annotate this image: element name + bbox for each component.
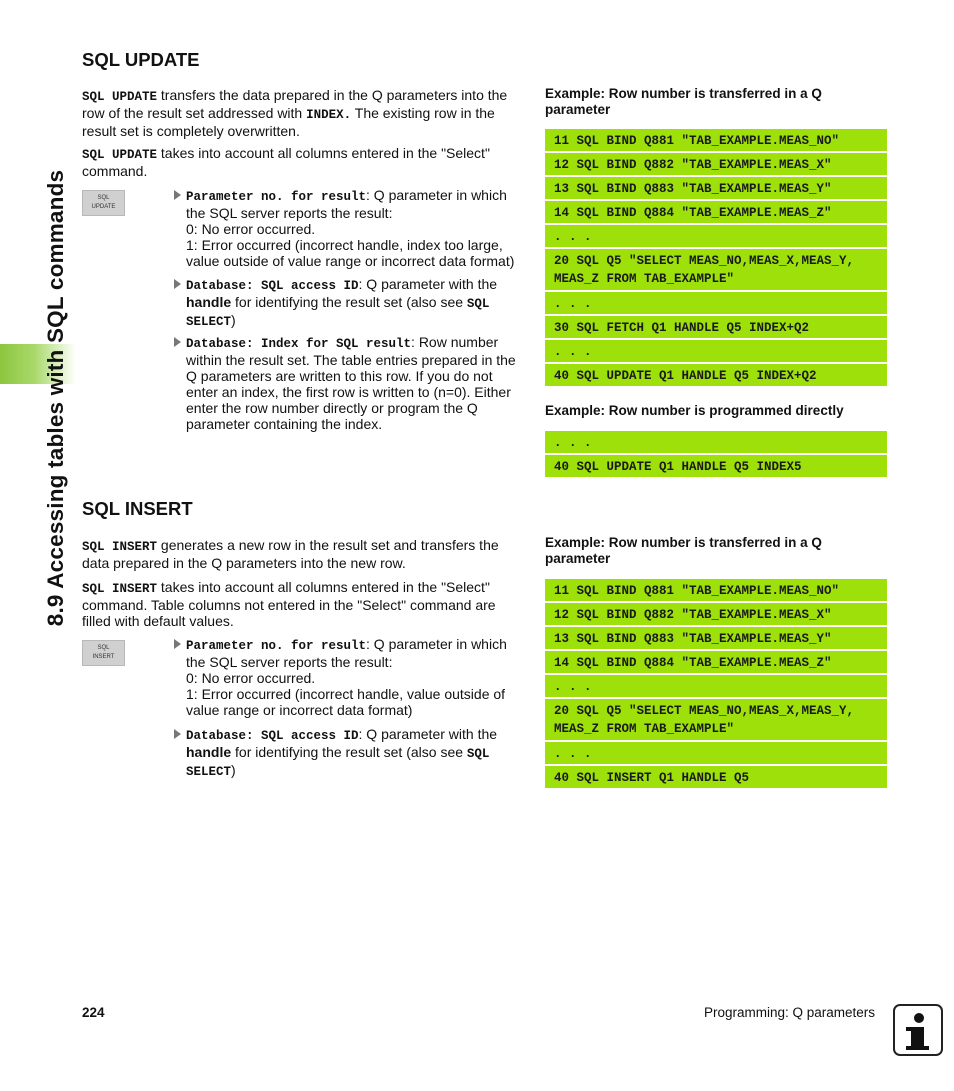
code-line: 40 SQL UPDATE Q1 HANDLE Q5 INDEX+Q2 [545, 364, 887, 386]
code-line: 12 SQL BIND Q882 "TAB_EXAMPLE.MEAS_X" [545, 603, 887, 625]
update-example1-title: Example: Row number is transferred in a Q parameter [545, 86, 822, 117]
code-line: 30 SQL FETCH Q1 HANDLE Q5 INDEX+Q2 [545, 316, 887, 338]
code-line: . . . [545, 225, 887, 247]
code-line: 13 SQL BIND Q883 "TAB_EXAMPLE.MEAS_Y" [545, 177, 887, 199]
triangle-bullet-icon [174, 337, 181, 347]
code-line: 40 SQL INSERT Q1 HANDLE Q5 [545, 766, 887, 788]
side-title [14, 0, 68, 760]
side-title-text: 8.9 Accessing tables with SQL commands [43, 169, 68, 627]
update-paragraph-1: SQL UPDATE transfers the data prepared in the Q parameters into the row of the result set addressed with INDEX. The existing row in the result set is completely overwritten. [82, 87, 508, 139]
insert-paragraph-1: SQL INSERT generates a new row in the result set and transfers the data prepared in the Q parameters into the new row. [82, 537, 499, 571]
code-line: . . . [545, 675, 887, 697]
insert-param-result: Parameter no. for result: Q parameter in which the SQL server reports the result: 0: No error occurred. 1: Error occurred (incorrect handle, value outside of value range or incorrect data format) [174, 636, 526, 718]
update-param-access-id: Database: SQL access ID: Q parameter with the handle for identifying the result set (also see SQL SELECT) [174, 276, 526, 330]
code-line: 13 SQL BIND Q883 "TAB_EXAMPLE.MEAS_Y" [545, 627, 887, 649]
insert-param-access-id: Database: SQL access ID: Q parameter with the handle for identifying the result set (also see SQL SELECT) [174, 726, 526, 780]
insert-paragraph-2: SQL INSERT takes into account all columns entered in the "Select" command. Table columns not entered in the "Select" command are filled with default values. [82, 579, 496, 629]
heading-sql-insert: SQL INSERT [82, 498, 193, 519]
update-example2-title: Example: Row number is programmed directly [545, 403, 844, 418]
triangle-bullet-icon [174, 190, 181, 200]
code-line: 14 SQL BIND Q884 "TAB_EXAMPLE.MEAS_Z" [545, 201, 887, 223]
code-line: . . . [545, 431, 887, 453]
update-paragraph-2: SQL UPDATE takes into account all columns entered in the "Select" command. [82, 145, 490, 179]
code-line: 20 SQL Q5 "SELECT MEAS_NO,MEAS_X,MEAS_Y, MEAS_Z FROM TAB_EXAMPLE" [545, 699, 887, 740]
code-line: 40 SQL UPDATE Q1 HANDLE Q5 INDEX5 [545, 455, 887, 477]
code-line: 11 SQL BIND Q881 "TAB_EXAMPLE.MEAS_NO" [545, 579, 887, 601]
code-line: 14 SQL BIND Q884 "TAB_EXAMPLE.MEAS_Z" [545, 651, 887, 673]
update-param-result: Parameter no. for result: Q parameter in which the SQL server reports the result: 0: No error occurred. 1: Error occurred (incorrect handle, index too large, value outside of value range or incorrect data format) [174, 187, 526, 269]
code-line: . . . [545, 742, 887, 764]
sql-update-softkey[interactable]: SQL UPDATE [82, 190, 125, 216]
code-line: 12 SQL BIND Q882 "TAB_EXAMPLE.MEAS_X" [545, 153, 887, 175]
code-line: 20 SQL Q5 "SELECT MEAS_NO,MEAS_X,MEAS_Y, MEAS_Z FROM TAB_EXAMPLE" [545, 249, 887, 290]
info-icon [893, 1004, 943, 1056]
footer-section: Programming: Q parameters [704, 1005, 876, 1020]
code-line: 11 SQL BIND Q881 "TAB_EXAMPLE.MEAS_NO" [545, 129, 887, 151]
sql-insert-softkey[interactable]: SQL INSERT [82, 640, 125, 666]
heading-sql-update: SQL UPDATE [82, 49, 200, 70]
triangle-bullet-icon [174, 279, 181, 289]
triangle-bullet-icon [174, 639, 181, 649]
insert-example-title: Example: Row number is transferred in a Q parameter [545, 535, 822, 566]
page-number: 224 [82, 1005, 105, 1020]
code-line: . . . [545, 340, 887, 362]
update-param-index: Database: Index for SQL result: Row number within the result set. The table entries prepared in the Q parameters are written to this row. If you do not enter an index, the first row is written to (n=0). Either enter the row number directly or program the Q parameter containing the index. [174, 334, 526, 432]
code-line: . . . [545, 292, 887, 314]
triangle-bullet-icon [174, 729, 181, 739]
